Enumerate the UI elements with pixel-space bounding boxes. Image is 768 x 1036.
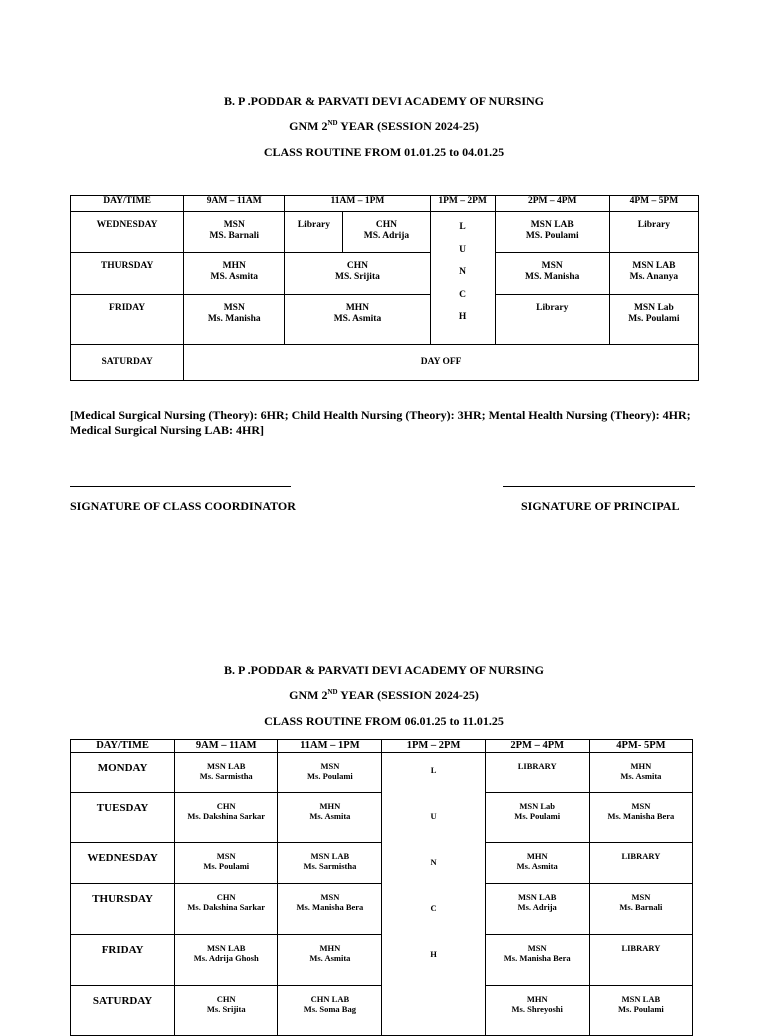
header-cell: 1PM – 2PM xyxy=(430,196,495,212)
slot-cell: MSN LAB Ms. Ananya xyxy=(609,253,698,295)
slot-cell: MSN Ms. Poulami xyxy=(175,843,278,884)
slot-cell: MSN Ms. Manisha Bera xyxy=(485,935,589,986)
slot-cell: MHN Ms. Asmita xyxy=(278,793,382,843)
slot-cell: MHN Ms. Asmita xyxy=(485,843,589,884)
slot-cell: CHN Ms. Dakshina Sarkar xyxy=(175,884,278,935)
header-cell: 2PM – 4PM xyxy=(485,740,589,753)
day-off-cell: DAY OFF xyxy=(184,345,699,381)
lunch-cell: L U N C H xyxy=(382,753,485,1036)
slot-cell: MSN Ms. Manisha xyxy=(184,295,285,345)
slot-cell: MSN Ms. Poulami xyxy=(278,753,382,793)
slot-cell: MHN MS. Asmita xyxy=(285,295,430,345)
slot-cell: MHN Ms. Shreyoshi xyxy=(485,986,589,1036)
header-cell: DAY/TIME xyxy=(71,740,175,753)
table-row xyxy=(71,986,693,1036)
coordinator-signature-label: SIGNATURE OF CLASS COORDINATOR xyxy=(70,499,296,513)
slot-cell: LIBRARY xyxy=(589,935,692,986)
slot-cell: MSN MS. Manisha xyxy=(495,253,609,295)
header-cell: 2PM – 4PM xyxy=(495,196,609,212)
header-cell: 1PM – 2PM xyxy=(382,740,485,753)
lunch-cell: L U N C H xyxy=(430,212,495,345)
table-header-row xyxy=(71,196,699,212)
routine1-date-range: CLASS ROUTINE FROM 01.01.25 to 04.01.25 xyxy=(263,145,505,159)
routine1-title: B. P .PODDAR & PARVATI DEVI ACADEMY OF NURSING xyxy=(223,94,545,108)
table-row xyxy=(71,793,693,843)
slot-cell: MSN MS. Barnali xyxy=(184,212,285,253)
table-header-row xyxy=(71,740,693,753)
day-cell: THURSDAY xyxy=(71,253,184,295)
table-row xyxy=(71,345,699,381)
slot-cell: MSN LAB MS. Poulami xyxy=(495,212,609,253)
slot-cell: MHN Ms. Asmita xyxy=(589,753,692,793)
table-row xyxy=(71,843,693,884)
day-cell: SATURDAY xyxy=(71,986,175,1036)
slot-cell: MSN Lab Ms. Poulami xyxy=(609,295,698,345)
slot-cell: CHN MS. Srijita xyxy=(285,253,430,295)
table-row xyxy=(71,253,699,295)
slot-cell: MSN LAB Ms. Adrija xyxy=(485,884,589,935)
slot-cell: Library xyxy=(495,295,609,345)
slot-cell: MHN Ms. Asmita xyxy=(278,935,382,986)
day-cell: FRIDAY xyxy=(71,935,175,986)
routine2-date-range: CLASS ROUTINE FROM 06.01.25 to 11.01.25 xyxy=(264,714,504,728)
day-cell: THURSDAY xyxy=(71,884,175,935)
header-cell: DAY/TIME xyxy=(71,196,184,212)
slot-cell: Library xyxy=(609,212,698,253)
routine2-table xyxy=(70,739,693,1036)
slot-cell: CHN MS. Adrija xyxy=(343,212,430,253)
header-cell: 9AM – 11AM xyxy=(184,196,285,212)
slot-cell: LIBRARY xyxy=(485,753,589,793)
slot-cell: CHN LAB Ms. Soma Bag xyxy=(278,986,382,1036)
day-cell: WEDNESDAY xyxy=(71,212,184,253)
table-row xyxy=(71,212,699,253)
day-cell: FRIDAY xyxy=(71,295,184,345)
table-row xyxy=(71,935,693,986)
day-cell: SATURDAY xyxy=(71,345,184,381)
slot-cell: MSN Ms. Manisha Bera xyxy=(589,793,692,843)
header-cell: 4PM- 5PM xyxy=(589,740,692,753)
header-cell: 4PM – 5PM xyxy=(609,196,698,212)
slot-cell: MSN LAB Ms. Sarmistha xyxy=(175,753,278,793)
slot-cell: CHN Ms. Dakshina Sarkar xyxy=(175,793,278,843)
hours-note: [Medical Surgical Nursing (Theory): 6HR; Child Health Nursing (Theory): 3HR; Mental Health Nursing (Theory): 4HR; Medical Surgical Nursing LAB: 4HR] xyxy=(70,408,691,437)
slot-cell: MSN Lab Ms. Poulami xyxy=(485,793,589,843)
routine1-table xyxy=(70,195,699,381)
table-row xyxy=(71,295,699,345)
principal-signature-label: SIGNATURE OF PRINCIPAL xyxy=(521,499,680,513)
slot-cell: MSN Ms. Manisha Bera xyxy=(278,884,382,935)
table-row xyxy=(71,753,693,793)
routine2-subtitle: GNM 2ND YEAR (SESSION 2024-25) xyxy=(289,688,479,702)
slot-cell: Library xyxy=(285,212,343,253)
slot-cell: MSN Ms. Barnali xyxy=(589,884,692,935)
slot-cell: MSN LAB Ms. Sarmistha xyxy=(278,843,382,884)
header-cell: 9AM – 11AM xyxy=(175,740,278,753)
routine2-title: B. P .PODDAR & PARVATI DEVI ACADEMY OF NURSING xyxy=(223,663,545,677)
slot-cell: MSN LAB Ms. Poulami xyxy=(589,986,692,1036)
slot-cell: LIBRARY xyxy=(589,843,692,884)
slot-cell: MHN MS. Asmita xyxy=(184,253,285,295)
day-cell: WEDNESDAY xyxy=(71,843,175,884)
routine1-subtitle: GNM 2ND YEAR (SESSION 2024-25) xyxy=(289,119,479,133)
header-cell: 11AM – 1PM xyxy=(285,196,430,212)
day-cell: TUESDAY xyxy=(71,793,175,843)
principal-signature-line xyxy=(503,486,695,487)
slot-cell: CHN Ms. Srijita xyxy=(175,986,278,1036)
slot-cell: MSN LAB Ms. Adrija Ghosh xyxy=(175,935,278,986)
coordinator-signature-line xyxy=(70,486,291,487)
table-row xyxy=(71,884,693,935)
day-cell: MONDAY xyxy=(71,753,175,793)
header-cell: 11AM – 1PM xyxy=(278,740,382,753)
